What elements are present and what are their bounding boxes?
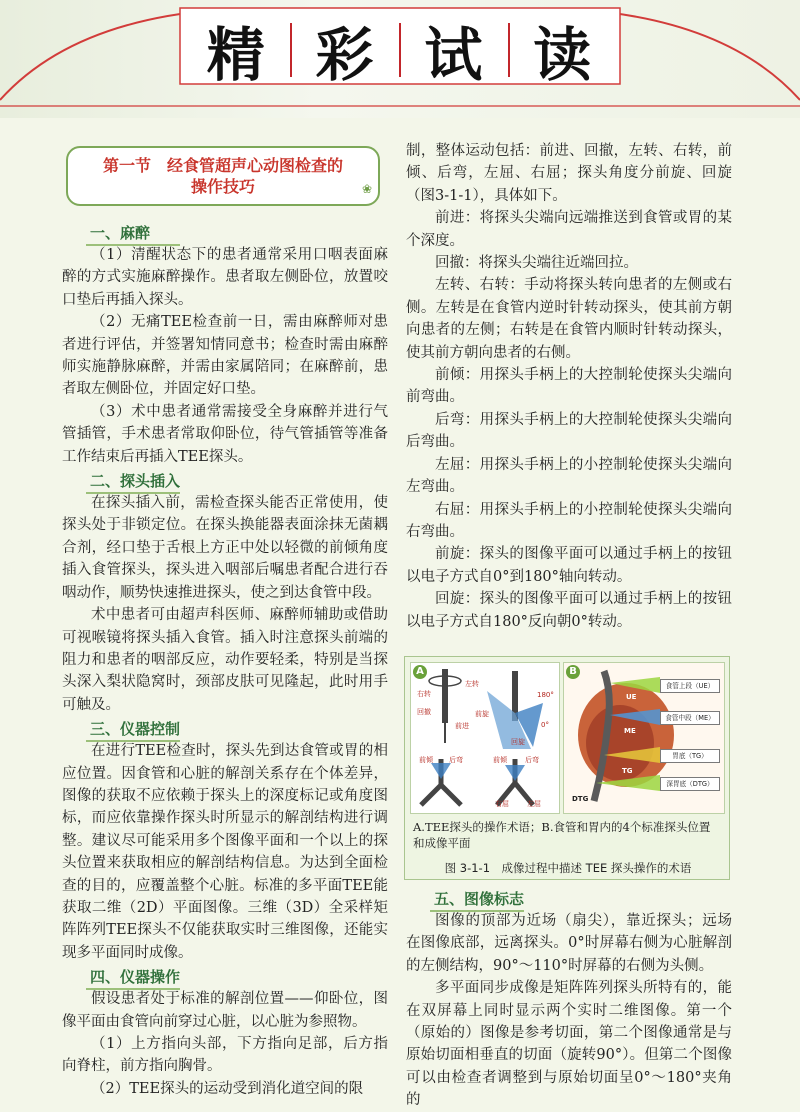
left-column <box>62 146 388 1100</box>
figure-panel-caption: A.TEE探头的操作术语；B.食管和胃内的4个标准探头位置和成像平面 <box>413 820 711 850</box>
tag-deep-transgastric: 深胃底（DTG） <box>660 777 720 791</box>
label-tg: TG <box>622 767 633 775</box>
section-title-line1: 第一节 经食管超声心动图检查的 <box>102 156 343 175</box>
banner-title <box>195 14 605 89</box>
figure-panel-a <box>410 662 560 814</box>
header-banner <box>0 0 800 118</box>
paragraph: 制，整体运动包括：前进、回撤，左转、右转，前倾、后弯，左屈、右屈；探头角度分前旋、回旋（图3-1-1），具体如下。 <box>406 143 732 204</box>
label-retroflex: 后弯 <box>449 756 463 764</box>
paragraph: 术中患者可由超声科医师、麻醉师辅助或借助可视喉镜将探头插入食管。插入时注意探头前端的阻力和患者的咽部反应，动作要轻柔，特别是当探头深入梨状隐窝时，颈部皮肤可见隆起，此时用手可触及。 <box>62 607 388 713</box>
figure-panel-b <box>563 662 725 814</box>
paragraph: （1）上方指向头部，下方指向足部，后方指向脊柱，前方指向胸骨。 <box>62 1036 388 1075</box>
paragraph: （1）清醒状态下的患者通常采用口咽表面麻醉的方式实施麻醉操作。患者取左侧卧位，放置咬口垫后再插入探头。 <box>62 247 388 308</box>
paragraph: 后弯：用探头手柄上的大控制轮使探头尖端向后弯曲。 <box>406 411 732 451</box>
label-me: ME <box>624 727 636 735</box>
banner-separator <box>290 23 292 77</box>
heading-anesthesia: 一、麻醉 <box>62 222 388 244</box>
paragraph: 前倾：用探头手柄上的大控制轮使探头尖端向前弯曲。 <box>406 367 732 406</box>
banner-separator <box>508 23 510 77</box>
banner-char: 读 <box>533 21 594 89</box>
label-ue: UE <box>626 693 637 701</box>
paragraph: 多平面同步成像是矩阵阵列探头所特有的，能在双屏幕上同时显示两个实时二维图像。第一个（原始的）图像是参考切面，第二个图像通常是与原始切面相垂直的切面（旋转90°）。但第二个图像可以由检查者调整到与原始切面呈0°～180°夹角的 <box>406 980 732 1109</box>
heading-instrument-operation: 四、仪器操作 <box>62 966 388 988</box>
label-flex-left: 左屈 <box>527 800 541 808</box>
banner-char: 彩 <box>315 21 376 89</box>
label-dtg: DTG <box>572 795 589 803</box>
label-retroflex-2: 后弯 <box>525 756 539 764</box>
paragraph: 在探头插入前，需检查探头能否正常使用，使探头处于非锁定位。在探头换能器表面涂抹无菌耦合剂，经口垫于舌根上方正中处以轻微的前倾角度插入食管探头，探头进入咽部后嘱患者配合进行吞咽动作，顺势快速推进探头，使之到达食管中段。 <box>62 495 388 601</box>
paragraph: 图像的顶部为近场（扇尖），靠近探头；远场在图像底部，远离探头。0°时屏幕右侧为心脏解剖的左侧结构，90°～110°时屏幕的右侧为头侧。 <box>406 913 732 974</box>
figure-3-1-1 <box>404 656 730 880</box>
tag-mid-esophageal: 食管中段（ME） <box>660 711 720 725</box>
label-angle-0: 0° <box>541 721 549 729</box>
panel-label-b: B <box>566 665 580 679</box>
label-advance: 前进 <box>455 722 469 730</box>
paragraph: 右屈：用探头手柄上的小控制轮使探头尖端向右弯曲。 <box>406 501 732 540</box>
paragraph: 前进：将探头尖端向远端推送到食管或胃的某个深度。 <box>406 210 732 249</box>
leaf-icon: ❀ <box>361 181 372 196</box>
paragraph: 左屈：用探头手柄上的小控制轮使探头尖端向左弯曲。 <box>406 456 732 496</box>
paragraph: 前旋：探头的图像平面可以通过手柄上的按钮以电子方式自0°到180°轴向转动。 <box>406 546 732 585</box>
heading-probe-insertion: 二、探头插入 <box>62 470 388 492</box>
probe-motion-diagram <box>411 663 559 813</box>
paragraph: 回撤：将探头尖端往近端回拉。 <box>435 255 638 272</box>
paragraph: （3）术中患者通常需接受全身麻醉并进行气管插管，手术患者常取仰卧位，待气管插管等准备工作结束后再插入TEE探头。 <box>62 403 388 465</box>
label-turn-left: 左转 <box>465 680 479 688</box>
label-anteflex: 前倾 <box>419 756 433 764</box>
tag-transgastric: 胃底（TG） <box>660 749 720 763</box>
label-flex-right: 右屈 <box>495 800 509 808</box>
label-anteflex-2: 前倾 <box>493 756 507 764</box>
right-column-bottom <box>406 886 732 1112</box>
banner-char: 精 <box>206 21 267 89</box>
paragraph: 回旋：探头的图像平面可以通过手柄上的按钮以电子方式自180°反向朝0°转动。 <box>406 591 732 630</box>
heading-instrument-control: 三、仪器控制 <box>62 718 388 740</box>
banner-char: 试 <box>424 21 485 89</box>
label-withdraw: 回撤 <box>417 708 431 716</box>
label-angle-180: 180° <box>537 691 554 699</box>
paragraph: （2）TEE探头的运动受到消化道空间的限 <box>91 1080 364 1097</box>
section-title-box <box>66 146 380 206</box>
banner-separator <box>399 23 401 77</box>
paragraph: 在进行TEE检查时，探头先到达食管或胃的相应位置。因食管和心脏的解剖关系存在个体差异，图像的获取不应依赖于探头上的深度标记或角度图标，而应依靠操作探头时所显示的解剖结构进行调整。建议尽可能采用多个图像平面和一个以上的探头位置来获取相应的解剖结构信息。为达到全面检查的目的，应覆盖整个心脏。标准的多平面TEE能获取二维（2D）平面图像。三维（3D）全采样矩阵阵列TEE探头不仅能获取实时三维图像，还能实现多平面同时成像。 <box>62 743 388 961</box>
panel-label-a: A <box>413 665 427 679</box>
label-turn-right: 右转 <box>417 690 431 698</box>
figure-title: 图 3-1-1 成像过程中描述 TEE 探头操作的术语 <box>444 861 692 875</box>
label-rotate-forward: 前旋 <box>475 710 489 718</box>
label-rotate-back: 回旋 <box>511 738 525 746</box>
paragraph: （2）无痛TEE检查前一日，需由麻醉师对患者进行评估，并签署知情同意书；检查时需由麻醉师实施静脉麻醉，并需由家属陪同；在麻醉前，患者取左侧卧位，并固定好口垫。 <box>62 314 388 398</box>
heading-image-orientation: 五、图像标志 <box>406 888 732 910</box>
tag-upper-esophageal: 食管上段（UE） <box>660 679 720 693</box>
right-column <box>406 140 732 633</box>
section-title-line2: 操作技巧 <box>190 177 255 196</box>
paragraph: 左转、右转：手动将探头转向患者的左侧或右侧。左转是在食管内逆时针转动探头，使其前方朝向患者的左侧；右转是在食管内顺时针转动探头，使其前方朝向患者的右侧。 <box>406 277 732 361</box>
paragraph: 假设患者处于标准的解剖位置——仰卧位，图像平面由食管向前穿过心脏，以心脏为参照物。 <box>62 991 388 1030</box>
